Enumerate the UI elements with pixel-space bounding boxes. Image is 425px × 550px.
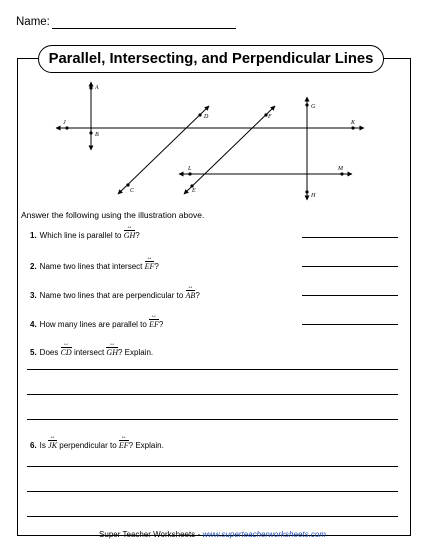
- label-d: D: [204, 114, 209, 120]
- footer-link[interactable]: www.superteacherworksheets.com: [202, 530, 326, 539]
- line-ef: [184, 106, 275, 194]
- label-b: B: [95, 132, 99, 138]
- question-2: 2. Name two lines that intersect EF ↔?: [30, 259, 159, 271]
- question-6: 6. Is JK ↔ perpendicular to EF ↔? Explain.: [30, 438, 164, 450]
- answer-line-1[interactable]: [302, 237, 398, 238]
- question-3: 3. Name two lines that are perpendicular to AB ↔?: [30, 288, 200, 300]
- question-5: 5. Does CD ↔ intersect GH ↔? Explain.: [30, 345, 153, 357]
- label-e: E: [192, 188, 196, 194]
- label-k: K: [351, 120, 356, 126]
- label-h: H: [311, 193, 316, 199]
- label-f: F: [268, 114, 272, 120]
- footer-brand: Super Teacher Worksheets -: [99, 530, 203, 539]
- answer-line-2[interactable]: [302, 266, 398, 267]
- question-1: 1. Which line is parallel to GH ↔?: [30, 228, 140, 240]
- answer-line-5a[interactable]: [27, 369, 398, 370]
- answer-line-5b[interactable]: [27, 394, 398, 395]
- label-a: A: [95, 85, 99, 91]
- answer-line-5c[interactable]: [27, 419, 398, 420]
- answer-line-6b[interactable]: [27, 491, 398, 492]
- label-g: G: [311, 104, 316, 110]
- label-l: L: [188, 166, 192, 172]
- answer-line-6a[interactable]: [27, 466, 398, 467]
- label-m: M: [338, 166, 343, 172]
- label-j: J: [63, 120, 66, 126]
- page-title: Parallel, Intersecting, and Perpendicular Lines: [38, 45, 384, 73]
- name-label: Name:: [16, 16, 50, 28]
- answer-line-6c[interactable]: [27, 516, 398, 517]
- line-cd: [118, 106, 209, 194]
- instructions: Answer the following using the illustration above.: [21, 210, 205, 220]
- label-c: C: [130, 188, 135, 194]
- footer: [0, 530, 425, 539]
- question-4: 4. How many lines are parallel to EF ↔?: [30, 317, 163, 329]
- answer-line-4[interactable]: [302, 324, 398, 325]
- answer-line-3[interactable]: [302, 295, 398, 296]
